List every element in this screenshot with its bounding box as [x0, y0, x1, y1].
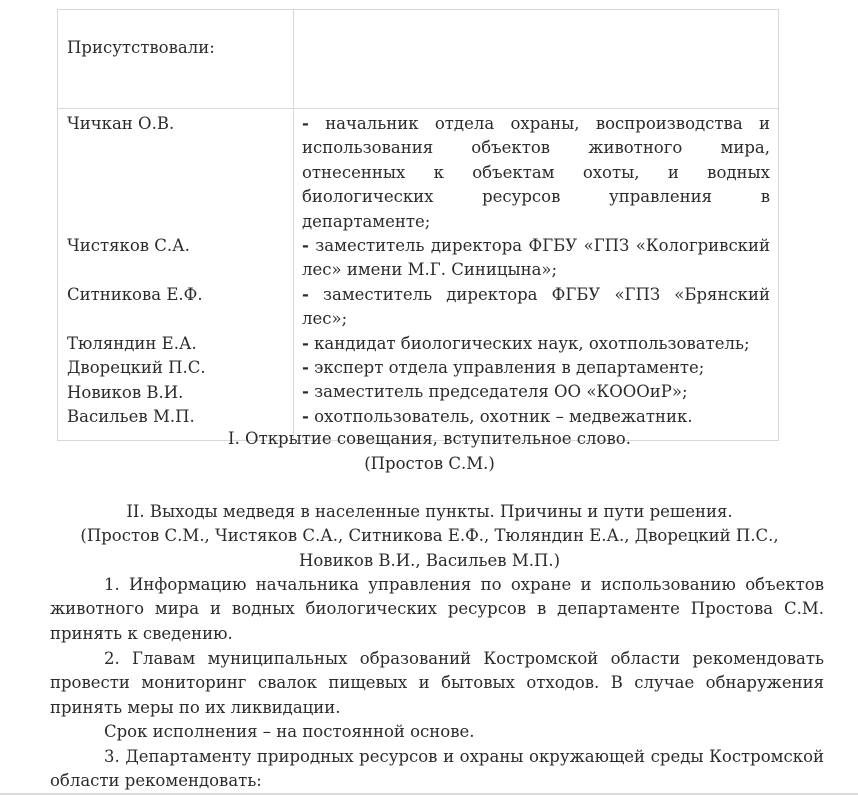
- resolution-deadline: Срок исполнения – на постоянной основе.: [104, 722, 475, 741]
- attendee-name: Ситникова Е.Ф.: [67, 285, 203, 304]
- section1-title: I. Открытие совещания, вступительное слово.: [228, 429, 631, 448]
- attendee-name: Тюляндин Е.А.: [67, 334, 197, 353]
- attendee-role: - эксперт отдела управления в департаменте;: [302, 358, 705, 378]
- attendee-name: Новиков В.И.: [67, 382, 184, 402]
- section2-speakers-line1: (Простов С.М., Чистяков С.А., Ситникова Е.Ф., Тюляндин Е.А., Дворецкий П.С.,: [80, 526, 779, 545]
- attendee-name: Васильев М.П.: [67, 407, 195, 427]
- attendee-name: Дворецкий П.С.: [67, 358, 206, 378]
- resolution-item-3: 3. Департаменту природных ресурсов и охраны окружающей среды Костромской области рекомендовать:: [50, 747, 824, 791]
- attendee-role: - охотпользователь, охотник – медвежатник.: [302, 406, 693, 426]
- attendee-role: - начальник отдела охраны, воспроизводства и использования объектов животного мира, отнесенных к объектам охоты, и водных биологических ресурсов управления в департаменте;: [302, 114, 770, 231]
- resolution-item-1: 1. Информацию начальника управления по охране и использованию объектов животного мира и водных биологических ресурсов в департаменте Простова С.М. принять к сведению.: [50, 575, 824, 643]
- attendee-role: - заместитель председателя ОО «КОООиР»;: [302, 382, 688, 402]
- attendee-name: Чичкан О.В.: [67, 114, 175, 133]
- section2-speakers-line2: Новиков В.И., Васильев М.П.): [298, 551, 561, 570]
- attendee-role: - заместитель директора ФГБУ «ГПЗ «Кологривский лес» имени М.Г. Синицына»;: [302, 236, 770, 280]
- attendee-role: - кандидат биологических наук, охотпользователь;: [302, 333, 750, 353]
- attendee-roles-cell: [294, 109, 779, 441]
- attendees-label: Присутствовали:: [58, 10, 294, 109]
- resolution-item-2: 2. Главам муниципальных образований Костромской области рекомендовать провести мониторинг свалок пищевых и бытовых отходов. В случае обнаружения принять меры по их ликвидации.: [50, 649, 824, 717]
- attendee-names-cell: [58, 109, 294, 441]
- attendees-table: [57, 9, 779, 441]
- attendees-body-row: [58, 109, 779, 441]
- attendee-name: Чистяков С.А.: [67, 236, 190, 255]
- attendees-header-row: [58, 10, 779, 109]
- section2-title: II. Выходы медведя в населенные пункты. Причины и пути решения.: [126, 502, 733, 521]
- section1-speakers: (Простов С.М.): [364, 454, 495, 473]
- attendee-role: - заместитель директора ФГБУ «ГПЗ «Брянский лес»;: [302, 284, 770, 329]
